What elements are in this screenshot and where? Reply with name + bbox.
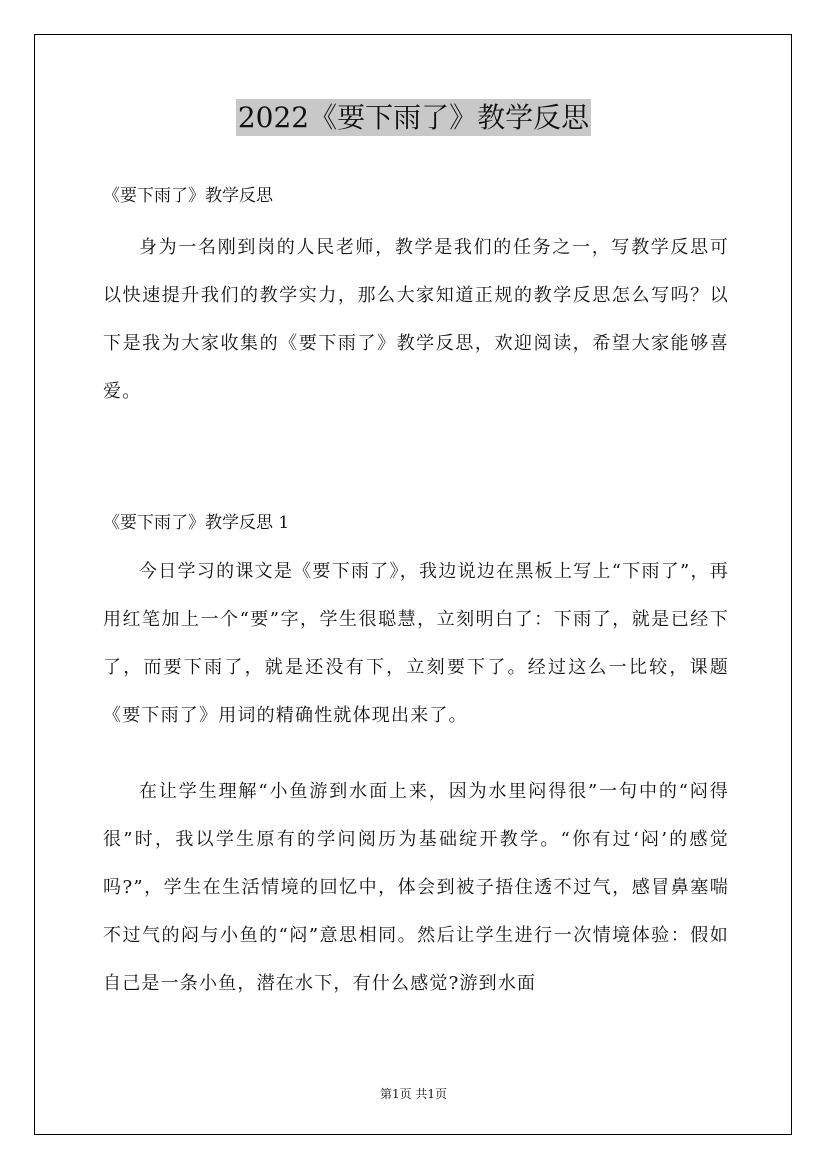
section1-paragraph-2: 在让学生理解“小鱼游到水面上来，因为水里闷得很”一句中的“闷得很”时，我以学生原有的学问阅历为基础绽开教学。“你有过‘闷’的感觉吗?”，学生在生活情境的回忆中，体会到被子捂住透不过气，感冒鼻塞喘不过气的闷与小鱼的“闷”意思相同。然后让学生进行一次情境体验：假如自己是一条小鱼，潜在水下，有什么感觉?游到水面 [103, 781, 729, 994]
page-footer: 第1页 共1页 [379, 1087, 448, 1101]
intro-paragraph: 身为一名刚到岗的人民老师，教学是我们的任务之一，写教学反思可以快速提升我们的教学实力，那么大家知道正规的教学反思怎么写吗？以下是我为大家收集的《要下雨了》教学反思，欢迎阅读，希望大家能够喜爱。 [103, 237, 729, 402]
section-heading-1: 《要下雨了》教学反思 1 [103, 513, 290, 533]
section1-paragraph-1: 今日学习的课文是《要下雨了》，我边说边在黑板上写上“下雨了”，再用红笔加上一个“要”字，学生很聪慧，立刻明白了：下雨了，就是已经下了，而要下雨了，就是还没有下，立刻要下了。经过这么一比较，课题《要下雨了》用词的精确性就体现出来了。 [103, 561, 729, 726]
title-text: 2022《要下雨了》教学反思 [237, 101, 590, 134]
document-title [0, 96, 827, 136]
document-subtitle: 《要下雨了》教学反思 [103, 186, 273, 206]
